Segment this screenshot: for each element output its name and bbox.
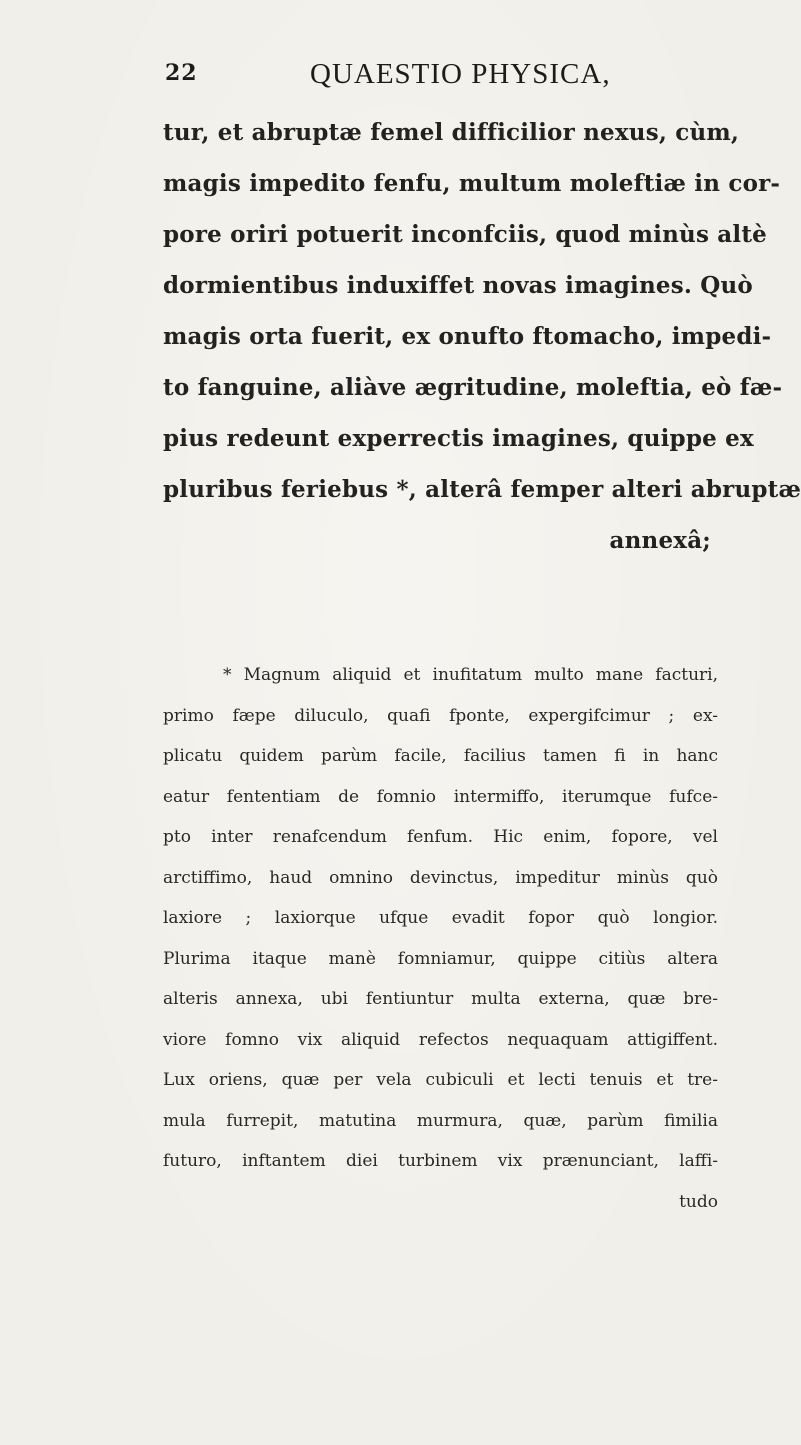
main-text-line: magis orta fuerit, ex onufto ftomacho, impedi- — [163, 323, 772, 350]
footnote-line: futuro, inftantem diei turbinem vix prænunciant, laffi- — [163, 1151, 718, 1171]
footnote-line: laxiore ; laxiorque ufque evadit fopor quò longior. — [163, 908, 718, 928]
footnote-line: arctiffimo, haud omnino devinctus, impeditur minùs quò — [163, 867, 718, 888]
main-text-line: tur, et abruptæ femel difficilior nexus, cùm, — [163, 119, 740, 146]
footnote-block — [163, 655, 718, 1222]
footnote-line: alteris annexa, ubi fentiuntur multa externa, quæ bre- — [163, 989, 718, 1009]
running-head: QUAESTIO PHYSICA, — [310, 58, 611, 90]
main-text-line: pluribus feriebus *, alterâ femper alteri abruptæ — [163, 476, 801, 503]
footnote-line: eatur fententiam de fomnio intermiffo, iterumque fufce- — [163, 786, 718, 807]
footnote-line: viore fomno vix aliquid refectos nequaquam attigiffent. — [163, 1029, 718, 1050]
footnote-line: pto inter renafcendum fenfum. Hic enim, fopore, vel — [163, 827, 718, 847]
footnote-line: mula furrepit, matutina murmura, quæ, parùm fimilia — [163, 1110, 718, 1131]
footnote-line: tudo — [679, 1191, 718, 1212]
main-text-block — [163, 107, 801, 566]
page-header — [0, 58, 801, 98]
main-text-line: annexâ; — [609, 527, 711, 554]
footnote-line: Plurima itaque manè fomniamur, quippe citiùs altera — [163, 948, 718, 969]
main-text-line: pore oriri potuerit inconfciis, quod minùs altè — [163, 221, 767, 248]
footnote-line: Lux oriens, quæ per vela cubiculi et lecti tenuis et tre- — [163, 1070, 718, 1090]
page-number: 22 — [165, 60, 198, 86]
main-text-line: magis impedito fenfu, multum moleftiæ in cor- — [163, 170, 781, 197]
footnote-line: * Magnum aliquid et inufitatum multo mane facturi, — [223, 665, 718, 685]
main-text-line: dormientibus induxiffet novas imagines. Quò — [163, 272, 753, 299]
footnote-line: primo fæpe diluculo, quafi fponte, expergifcimur ; ex- — [163, 705, 718, 726]
main-text-line: pius redeunt experrectis imagines, quippe ex — [163, 425, 754, 452]
footnote-line: plicatu quidem parùm facile, facilius tamen fi in hanc — [163, 746, 718, 766]
main-text-line: to fanguine, aliàve ægritudine, moleftia, eò fæ- — [163, 374, 783, 401]
